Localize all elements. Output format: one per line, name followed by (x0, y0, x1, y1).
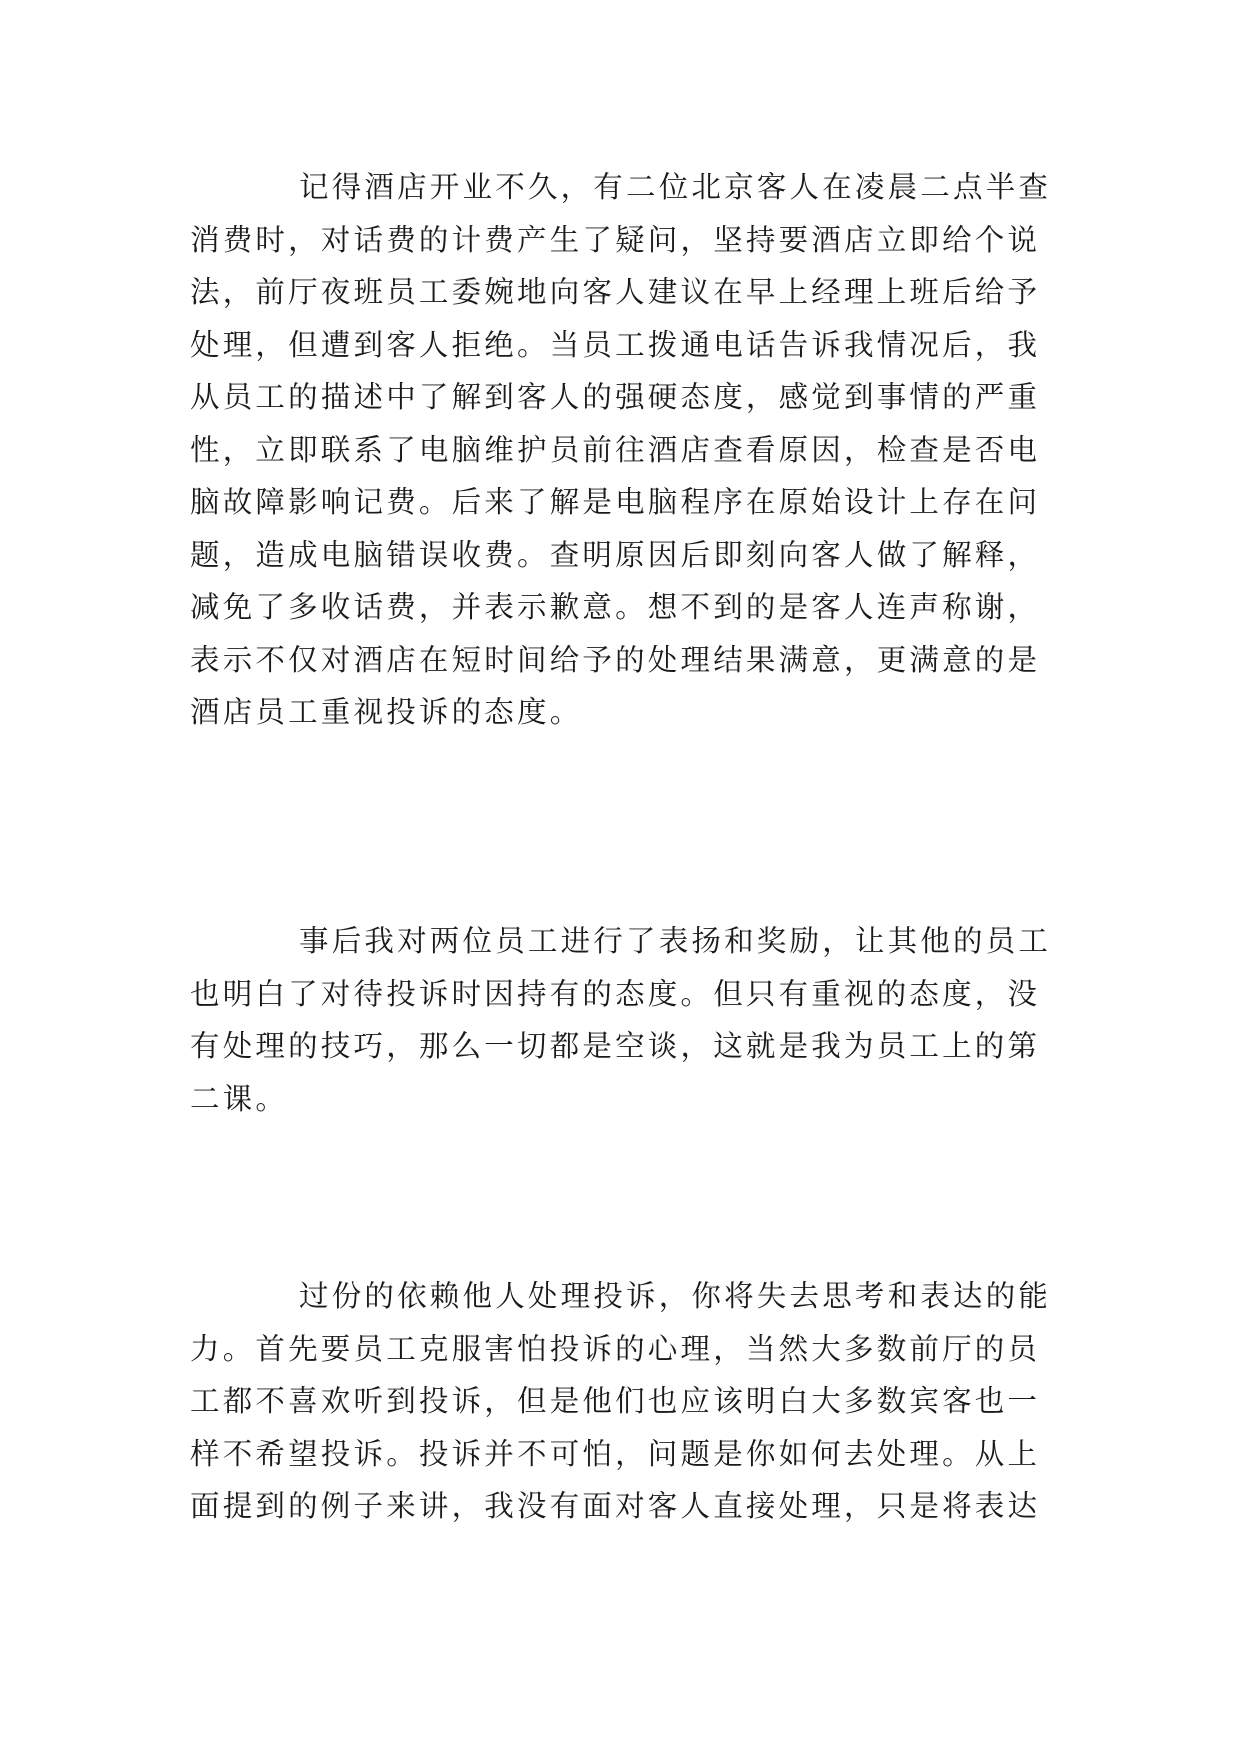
paragraph-2 (190, 915, 1050, 1125)
paragraph-line: 面提到的例子来讲，我没有面对客人直接处理，只是将表达 (190, 1489, 1041, 1523)
paragraph-line: 性，立即联系了电脑维护员前往酒店查看原因，检查是否电 (190, 432, 1041, 467)
paragraph-line: 脑故障影响记费。后来了解是电脑程序在原始设计上存在问 (190, 485, 1041, 519)
paragraph-line: 表示不仅对酒店在短时间给予的处理结果满意，更满意的是 (190, 642, 1041, 677)
paragraph-3 (190, 1270, 1050, 1533)
paragraph-line: 也明白了对待投诉时因持有的态度。但只有重视的态度，没 (190, 976, 1041, 1011)
paragraph-line: 记得酒店开业不久，有二位北京客人在凌晨二点半查 (299, 170, 1052, 204)
paragraph-line: 过份的依赖他人处理投诉，你将失去思考和表达的能 (299, 1279, 1052, 1313)
paragraph-line: 二课。 (190, 1081, 289, 1116)
paragraph-line: 法，前厅夜班员工委婉地向客人建议在早上经理上班后给予 (190, 275, 1041, 309)
paragraph-line: 减免了多收话费，并表示歉意。想不到的是客人连声称谢， (190, 590, 1041, 624)
paragraph-1 (190, 161, 1050, 739)
paragraph-line: 处理，但遭到客人拒绝。当员工拨通电话告诉我情况后，我 (190, 327, 1041, 362)
paragraph-line: 消费时，对话费的计费产生了疑问，坚持要酒店立即给个说 (190, 222, 1041, 257)
paragraph-line: 事后我对两位员工进行了表扬和奖励，让其他的员工 (299, 924, 1052, 958)
paragraph-line: 力。首先要员工克服害怕投诉的心理，当然大多数前厅的员 (190, 1331, 1041, 1366)
paragraph-line: 有处理的技巧，那么一切都是空谈，这就是我为员工上的第 (190, 1029, 1041, 1063)
paragraph-line: 题，造成电脑错误收费。查明原因后即刻向客人做了解释， (190, 537, 1041, 572)
paragraph-line: 样不希望投诉。投诉并不可怕，问题是你如何去处理。从上 (190, 1436, 1041, 1471)
paragraph-line: 从员工的描述中了解到客人的强硬态度，感觉到事情的严重 (190, 380, 1041, 414)
paragraph-line: 酒店员工重视投诉的态度。 (190, 695, 583, 729)
paragraph-line: 工都不喜欢听到投诉，但是他们也应该明白大多数宾客也一 (190, 1384, 1041, 1418)
